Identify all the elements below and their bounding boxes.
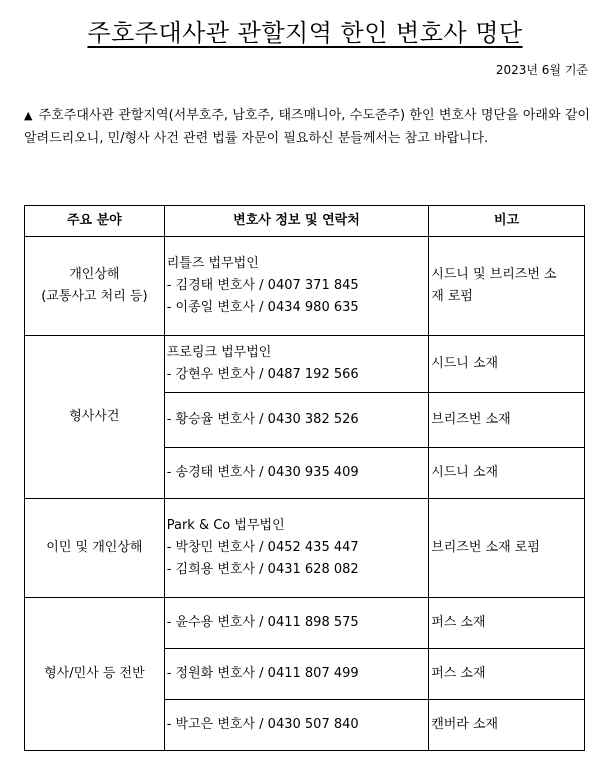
table-row xyxy=(25,499,585,598)
header-note: 비고 xyxy=(429,206,585,237)
lawyer-cell xyxy=(164,393,428,448)
note-cell xyxy=(429,499,585,598)
lawyer-contact: - 송경태 변호사 / 0430 935 409 xyxy=(166,465,359,480)
lawyer-contact: - 김경태 변호사 / 0407 371 845 xyxy=(166,278,359,293)
note-cell xyxy=(429,700,585,751)
lawyer-contact: - 박고은 변호사 / 0430 507 840 xyxy=(166,717,359,732)
header-lawyer: 변호사 정보 및 연락처 xyxy=(164,206,428,237)
firm-name: 리틀즈 법무법인 xyxy=(166,256,259,271)
lawyer-contact: - 윤수용 변호사 / 0411 898 575 xyxy=(166,615,359,630)
note-text: 브리즈번 소재 로펌 xyxy=(431,540,540,555)
note-text: 시드니 소재 xyxy=(431,465,499,480)
note-text: 시드니 소재 xyxy=(431,356,499,371)
table-row xyxy=(25,598,585,649)
firm-name: 프로링크 법무법인 xyxy=(166,345,272,360)
firm-name: Park & Co 법무법인 xyxy=(166,518,285,533)
lawyer-cell xyxy=(164,237,428,336)
table-header-row xyxy=(25,206,585,237)
lawyer-cell xyxy=(164,649,428,700)
table-row xyxy=(25,237,585,336)
intro-text: 주호주대사관 관할지역(서부호주, 남호주, 태즈매니아, 수도준주) 한인 변호사 명단을 아래와 같이 알려드리오니, 민/형사 사건 관련 법률 자문이 필요하신 분들께서는 참고 바랍니다. xyxy=(24,108,590,146)
lawyer-contact: - 강현우 변호사 / 0487 192 566 xyxy=(166,367,359,382)
note-text: 캔버라 소재 xyxy=(431,717,499,732)
field-cell xyxy=(25,499,165,598)
table-row xyxy=(25,336,585,393)
triangle-bullet-icon: ▲ xyxy=(24,109,33,122)
lawyer-cell xyxy=(164,700,428,751)
lawyer-cell xyxy=(164,598,428,649)
note-text: 시드니 및 브리즈번 소 xyxy=(431,267,557,282)
note-cell xyxy=(429,448,585,499)
page-title: 주호주대사관 관할지역 한인 변호사 명단 xyxy=(87,19,523,47)
lawyer-contact: - 김희용 변호사 / 0431 628 082 xyxy=(166,562,359,577)
note-text: 퍼스 소재 xyxy=(431,615,486,630)
lawyer-table xyxy=(24,205,585,751)
note-cell xyxy=(429,336,585,393)
date-label: 2023년 6월 기준 xyxy=(495,63,588,77)
lawyer-cell xyxy=(164,448,428,499)
note-text: 브리즈번 소재 xyxy=(431,412,511,427)
lawyer-contact: - 정원화 변호사 / 0411 807 499 xyxy=(166,666,359,681)
field-text: 형사/민사 등 전반 xyxy=(44,666,145,681)
header-field: 주요 분야 xyxy=(25,206,165,237)
note-cell xyxy=(429,237,585,336)
lawyer-contact: - 황승율 변호사 / 0430 382 526 xyxy=(166,412,359,427)
lawyer-contact: - 박창민 변호사 / 0452 435 447 xyxy=(166,540,359,555)
intro-paragraph xyxy=(24,104,590,150)
lawyer-cell xyxy=(164,499,428,598)
field-cell xyxy=(25,237,165,336)
field-text: 형사사건 xyxy=(69,409,120,424)
lawyer-cell xyxy=(164,336,428,393)
field-text: 개인상해 xyxy=(69,267,120,282)
field-cell xyxy=(25,336,165,499)
lawyer-contact: - 이종일 변호사 / 0434 980 635 xyxy=(166,300,359,315)
note-cell xyxy=(429,598,585,649)
note-text: 퍼스 소재 xyxy=(431,666,486,681)
field-cell xyxy=(25,598,165,751)
note-cell xyxy=(429,649,585,700)
note-text: 재 로펌 xyxy=(431,289,473,304)
field-text: 이민 및 개인상해 xyxy=(46,540,143,555)
field-text: (교통사고 처리 등) xyxy=(41,289,148,304)
note-cell xyxy=(429,393,585,448)
